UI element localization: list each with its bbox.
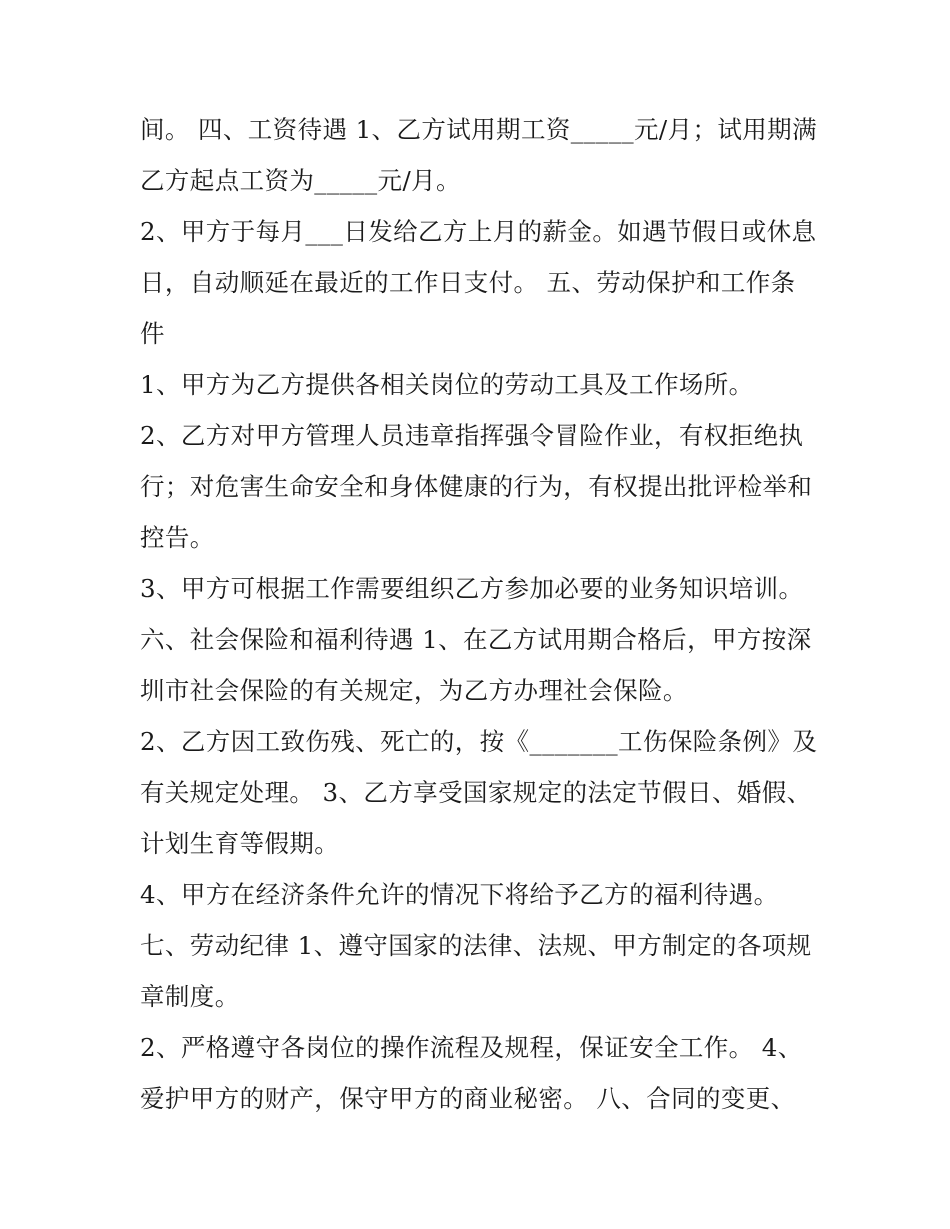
text-line: 2、甲方于每月___日发给乙方上月的薪金。如遇节假日或休息 bbox=[140, 217, 817, 246]
text-line: 2、乙方对甲方管理人员违章指挥强令冒险作业，有权拒绝执 bbox=[140, 421, 804, 450]
text-line: 乙方起点工资为_____元/月。 bbox=[140, 166, 461, 195]
text-line: 圳市社会保险的有关规定，为乙方办理社会保险。 bbox=[140, 676, 688, 705]
text-line: 件 bbox=[140, 319, 165, 348]
text-line: 日，自动顺延在最近的工作日支付。 五、劳动保护和工作条 bbox=[140, 268, 796, 297]
document-body bbox=[140, 104, 820, 1124]
text-line: 4、甲方在经济条件允许的情况下将给予乙方的福利待遇。 bbox=[140, 880, 779, 909]
text-line: 行；对危害生命安全和身体健康的行为，有权提出批评检举和 bbox=[140, 472, 813, 501]
text-line: 七、劳动纪律 1、遵守国家的法律、法规、甲方制定的各项规 bbox=[140, 931, 812, 960]
text-line: 控告。 bbox=[140, 523, 215, 552]
text-line: 章制度。 bbox=[140, 982, 240, 1011]
text-line: 六、社会保险和福利待遇 1、在乙方试用期合格后，甲方按深 bbox=[140, 625, 812, 654]
text-line: 3、甲方可根据工作需要组织乙方参加必要的业务知识培训。 bbox=[140, 574, 804, 603]
text-line: 间。 四、工资待遇 1、乙方试用期工资_____元/月；试用期满 bbox=[140, 115, 817, 144]
text-line: 有关规定处理。 3、乙方享受国家规定的法定节假日、婚假、 bbox=[140, 778, 812, 807]
text-line: 计划生育等假期。 bbox=[140, 829, 340, 858]
text-line: 2、乙方因工致伤残、死亡的，按《_______工伤保险条例》及 bbox=[140, 727, 818, 756]
text-line: 2、严格遵守各岗位的操作流程及规程，保证安全工作。 4、 bbox=[140, 1033, 803, 1062]
text-line: 爱护甲方的财产，保守甲方的商业秘密。 八、合同的变更、 bbox=[140, 1084, 796, 1113]
text-line: 1、甲方为乙方提供各相关岗位的劳动工具及工作场所。 bbox=[140, 370, 754, 399]
